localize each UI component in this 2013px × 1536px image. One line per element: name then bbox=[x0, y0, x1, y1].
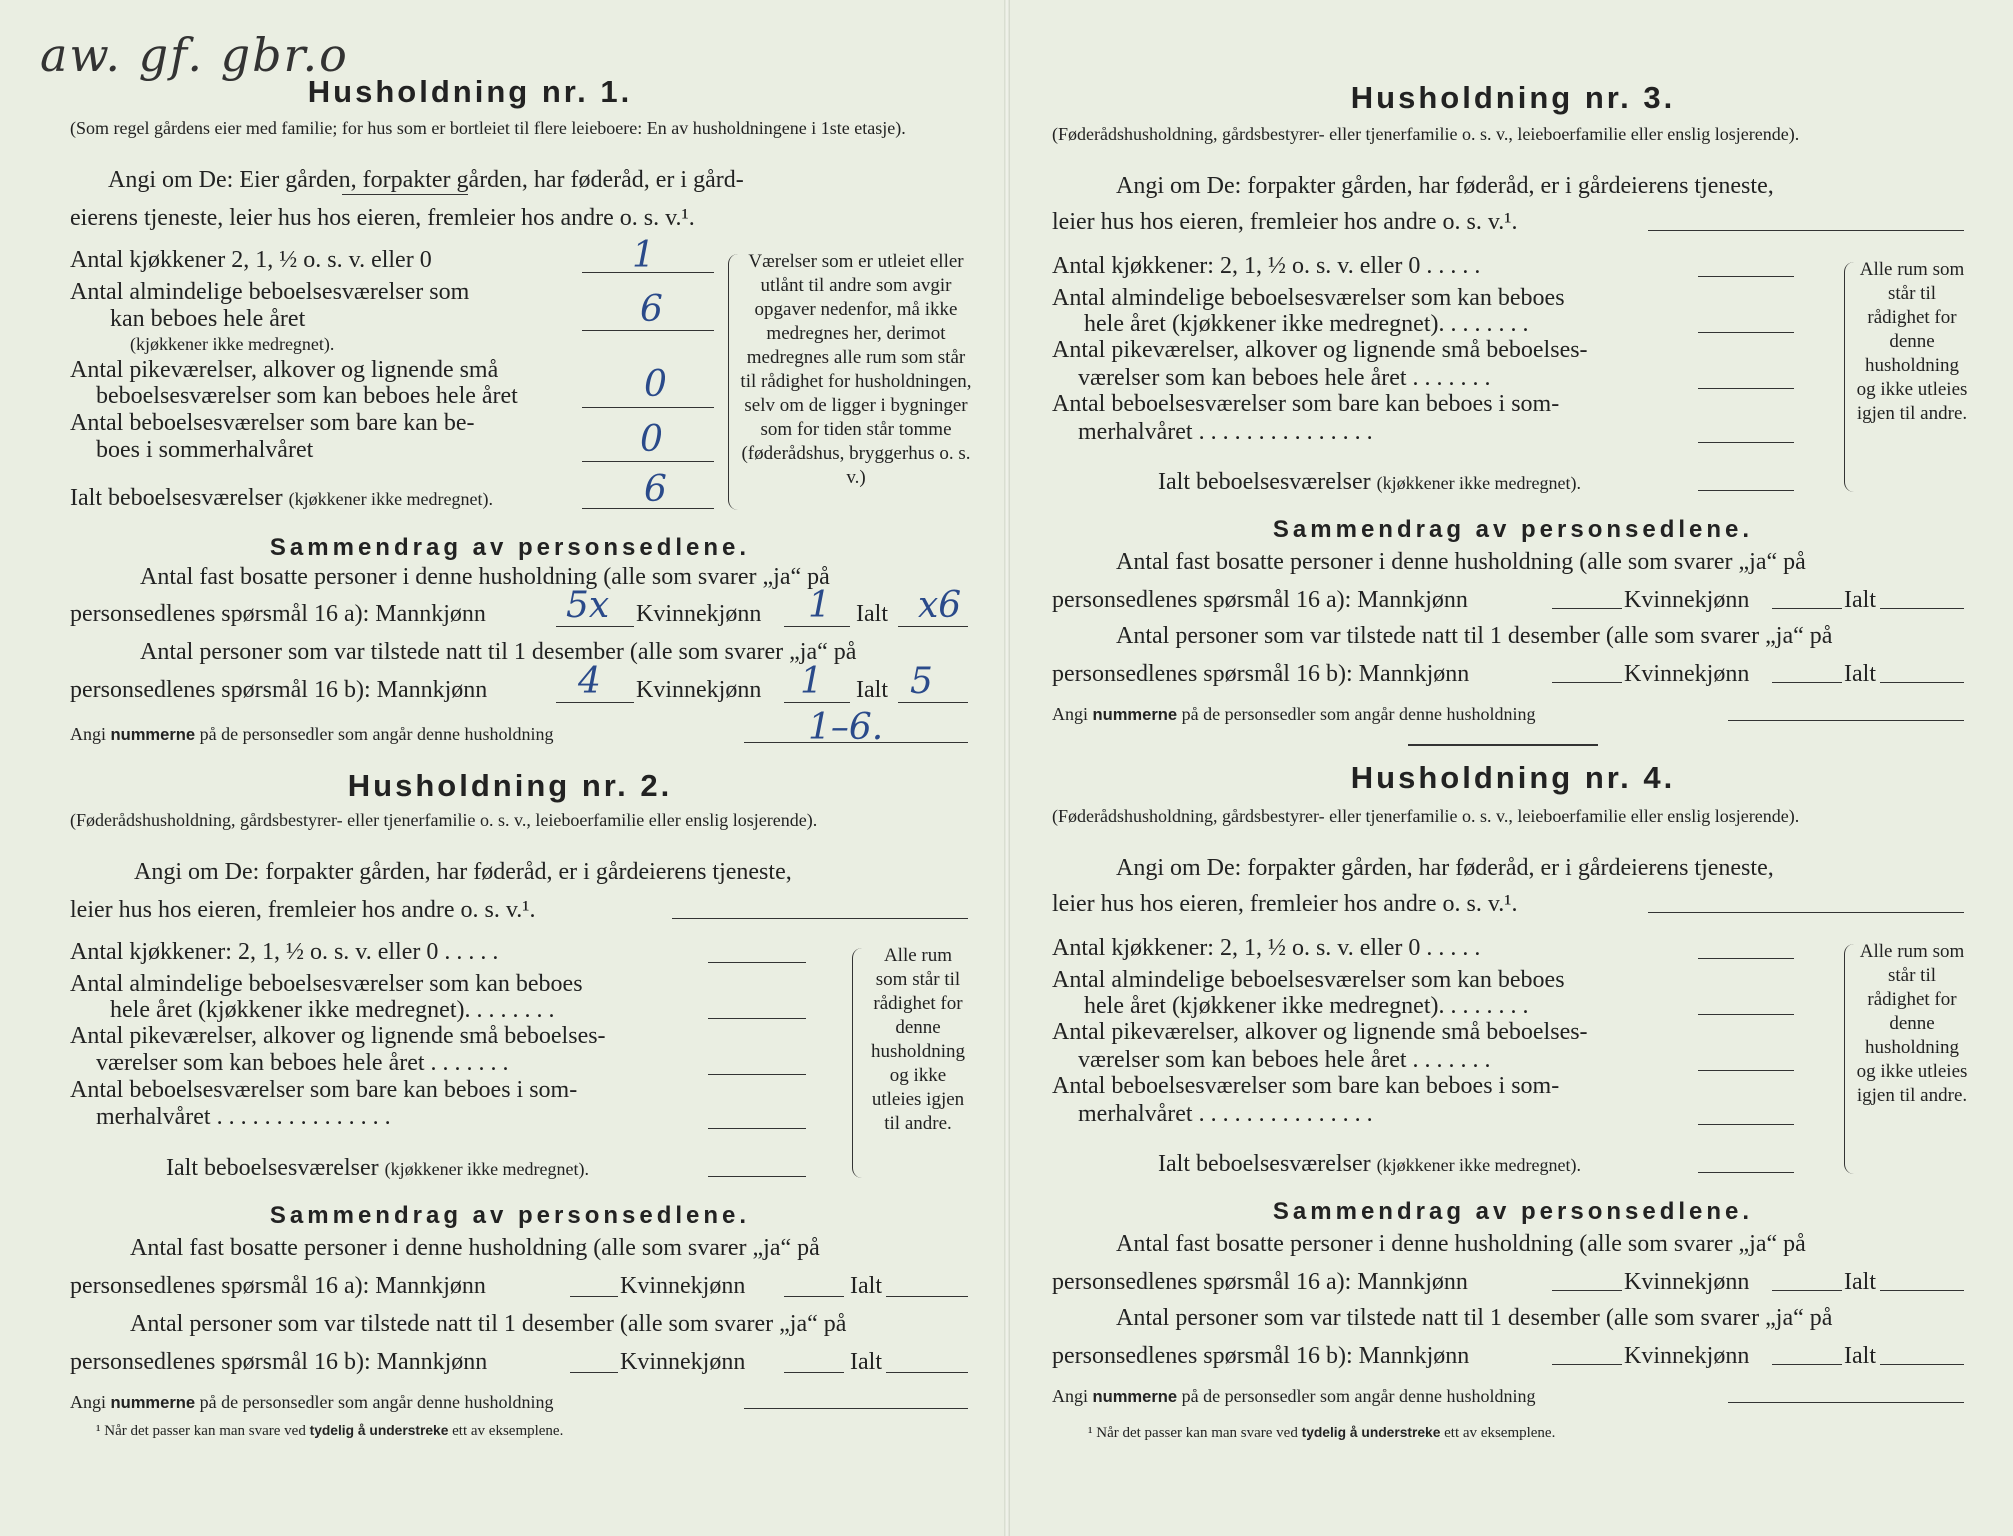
eier-underline bbox=[342, 194, 468, 195]
h1-pike-2: beboelsesværelser som kan beboes hele året bbox=[96, 383, 518, 409]
h1-kjokkener-value: 1 bbox=[632, 235, 655, 276]
h2-16a-kvinne-line bbox=[784, 1296, 844, 1297]
h1-side-brace bbox=[728, 254, 739, 510]
h3-angi-line bbox=[1648, 230, 1964, 231]
h3-pike-1: Antal pikeværelser, alkover og lignende små beboelses- bbox=[1052, 337, 1588, 363]
h2-angi-1: Angi om De: forpakter gården, har føderåd, er i gårdeierens tjeneste, bbox=[134, 859, 792, 885]
h1-16a-kvinne-line bbox=[784, 626, 850, 627]
h4-alm-line bbox=[1698, 1014, 1794, 1015]
h3-side-note: Alle rum som står til rådighet for denne husholdning og ikke utleies igjen til andre. bbox=[1856, 259, 1968, 424]
h4-q16a: personsedlenes spørsmål 16 a): Mannkjønn bbox=[1052, 1269, 1468, 1295]
h1-note: (Som regel gårdens eier med familie; for hus som er bortleiet til flere leieboere: En av husholdningene i 1ste etasje). bbox=[70, 118, 906, 138]
h1-16b-kvinne-line bbox=[784, 702, 850, 703]
h3-note: (Føderådshusholdning, gårdsbestyrer- eller tjenerfamilie o. s. v., leieboerfamilie eller enslig losjerende). bbox=[1052, 124, 1800, 144]
h1-alm-line bbox=[582, 330, 714, 331]
h1-q16b-kvinne: Kvinnekjønn bbox=[636, 677, 762, 703]
h1-16a-ialt-value: x6 bbox=[918, 585, 962, 626]
h4-sommer-line bbox=[1698, 1124, 1794, 1125]
h2-sommer-2: merhalvåret . . . . . . . . . . . . . . . bbox=[96, 1104, 391, 1130]
h4-16b-kvinne-line bbox=[1772, 1364, 1842, 1365]
h3-16b-kvinne-line bbox=[1772, 682, 1842, 683]
h3-q16a-ialt: Ialt bbox=[1844, 587, 1876, 613]
h3-16a-ialt-line bbox=[1880, 608, 1964, 609]
h2-angi-line bbox=[672, 918, 968, 919]
h4-q16b: personsedlenes spørsmål 16 b): Mannkjønn bbox=[1052, 1343, 1470, 1369]
h1-alm-1: Antal almindelige beboelsesværelser som bbox=[70, 279, 470, 305]
h2-alm-line bbox=[708, 1018, 806, 1019]
h3-sommer-1: Antal beboelsesværelser som bare kan beboes i som- bbox=[1052, 391, 1560, 417]
h2-sum-title: Sammendrag av personsedlene. bbox=[269, 1202, 751, 1229]
h2-title: Husholdning nr. 2. bbox=[347, 768, 673, 803]
h4-q16a-ialt: Ialt bbox=[1844, 1269, 1876, 1295]
h1-16b-ialt-value: 5 bbox=[910, 661, 933, 702]
h1-16b-mann-line bbox=[556, 702, 634, 703]
h2-16b-mann-line bbox=[570, 1372, 618, 1373]
h4-pike-line bbox=[1698, 1070, 1794, 1071]
h1-nummerne-value: 1–6. bbox=[808, 707, 884, 748]
h1-ialt-value: 6 bbox=[644, 469, 667, 510]
h4-16a-kvinne-line bbox=[1772, 1290, 1842, 1291]
h3-ialt-line bbox=[1698, 490, 1794, 491]
h1-16b-ialt-line bbox=[898, 702, 968, 703]
h3-16a-kvinne-line bbox=[1772, 608, 1842, 609]
h3-q16b-ialt: Ialt bbox=[1844, 661, 1876, 687]
h3-q16a: personsedlenes spørsmål 16 a): Mannkjønn bbox=[1052, 587, 1468, 613]
h2-sommer-1: Antal beboelsesværelser som bare kan beboes i som- bbox=[70, 1077, 578, 1103]
h1-16a-mann-value: 5x bbox=[566, 585, 610, 626]
h2-alm-2: hele året (kjøkkener ikke medregnet). . . . . . . . bbox=[110, 997, 555, 1023]
left-page bbox=[0, 0, 1006, 1536]
h4-fast-1: Antal fast bosatte personer i denne husholdning (alle som svarer „ja“ på bbox=[1116, 1231, 1806, 1257]
h2-angi-2: leier hus hos eieren, fremleier hos andre o. s. v.¹. bbox=[70, 897, 536, 923]
h2-q16a-kvinne: Kvinnekjønn bbox=[620, 1273, 746, 1299]
h1-sommer-line bbox=[582, 461, 714, 462]
h1-alm-2: kan beboes hele året bbox=[110, 306, 306, 332]
h2-pike-2: værelser som kan beboes hele året . . . . . . . bbox=[96, 1050, 509, 1076]
h1-q16a-ialt: Ialt bbox=[856, 601, 888, 627]
h3-pike-2: værelser som kan beboes hele året . . . . . . . bbox=[1078, 365, 1491, 391]
h2-ialt-line bbox=[708, 1176, 806, 1177]
h1-q16a: personsedlenes spørsmål 16 a): Mannkjønn bbox=[70, 601, 486, 627]
h2-16a-mann-line bbox=[570, 1296, 618, 1297]
right-footnote: ¹ Når det passer kan man svare ved tydelig å understreke ett av eksemplene. bbox=[1088, 1425, 1556, 1441]
h4-kjokkener-line bbox=[1698, 958, 1794, 959]
h2-q16a-ialt: Ialt bbox=[850, 1273, 882, 1299]
h1-sommer-value: 0 bbox=[640, 419, 663, 460]
h4-angi-line bbox=[1648, 912, 1964, 913]
h4-angi-1: Angi om De: forpakter gården, har føderåd, er i gårdeierens tjeneste, bbox=[1116, 855, 1774, 881]
h4-angi-2: leier hus hos eieren, fremleier hos andre o. s. v.¹. bbox=[1052, 891, 1518, 917]
h1-q16b-ialt: Ialt bbox=[856, 677, 888, 703]
h4-nummerne: Angi nummerne på de personsedler som angår denne husholdning bbox=[1052, 1386, 1536, 1406]
h3-kjokkener-line bbox=[1698, 276, 1794, 277]
h3-angi-2: leier hus hos eieren, fremleier hos andre o. s. v.¹. bbox=[1052, 209, 1518, 235]
h1-pike-value: 0 bbox=[644, 364, 667, 405]
h1-sommer-1: Antal beboelsesværelser som bare kan be- bbox=[70, 410, 475, 436]
h4-pike-2: værelser som kan beboes hele året . . . . . . . bbox=[1078, 1047, 1491, 1073]
h2-ialt-label: Ialt beboelsesværelser (kjøkkener ikke medregnet). bbox=[166, 1155, 590, 1181]
h3-sum-title: Sammendrag av personsedlene. bbox=[1272, 516, 1754, 543]
h2-q16b-ialt: Ialt bbox=[850, 1349, 882, 1375]
h4-side-note: Alle rum som står til rådighet for denne husholdning og ikke utleies igjen til andre. bbox=[1856, 941, 1968, 1106]
h3-nummerne: Angi nummerne på de personsedler som angår denne husholdning bbox=[1052, 704, 1536, 724]
h4-tilstede-1: Antal personer som var tilstede natt til 1 desember (alle som svarer „ja“ på bbox=[1116, 1305, 1833, 1331]
h4-q16b-ialt: Ialt bbox=[1844, 1343, 1876, 1369]
h4-nummerne-line bbox=[1728, 1402, 1964, 1403]
right-page bbox=[1008, 0, 2013, 1536]
h2-note: (Føderådshusholdning, gårdsbestyrer- eller tjenerfamilie o. s. v., leieboerfamilie eller enslig losjerende). bbox=[70, 810, 818, 830]
margin-note: aw. gf. gbr.o bbox=[40, 28, 349, 82]
h3-sommer-line bbox=[1698, 442, 1794, 443]
h3-q16b-kvinne: Kvinnekjønn bbox=[1624, 661, 1750, 687]
h1-side-note: Værelser som er utleiet eller utlånt til andre som avgir opgaver nedenfor, må ikke medregnes her, derimot medregnes alle rum som står til rådighet for husholdningen, selv om de ligger i bygninger som for tiden står tomme (føderådshus, bryggerhus o. s. v.) bbox=[740, 251, 972, 488]
h2-nummerne: Angi nummerne på de personsedler som angår denne husholdning bbox=[70, 1392, 554, 1412]
h4-16b-ialt-line bbox=[1880, 1364, 1964, 1365]
h3-ialt-label: Ialt beboelsesværelser (kjøkkener ikke medregnet). bbox=[1158, 469, 1582, 495]
h2-q16b: personsedlenes spørsmål 16 b): Mannkjønn bbox=[70, 1349, 488, 1375]
h4-pike-1: Antal pikeværelser, alkover og lignende små beboelses- bbox=[1052, 1019, 1588, 1045]
left-footnote: ¹ Når det passer kan man svare ved tydelig å understreke ett av eksemplene. bbox=[96, 1423, 564, 1439]
h4-kjokkener: Antal kjøkkener: 2, 1, ½ o. s. v. eller 0 . . . . . bbox=[1052, 935, 1481, 961]
h1-q16b: personsedlenes spørsmål 16 b): Mannkjønn bbox=[70, 677, 488, 703]
h3-alm-1: Antal almindelige beboelsesværelser som kan beboes bbox=[1052, 285, 1565, 311]
h3-q16a-kvinne: Kvinnekjønn bbox=[1624, 587, 1750, 613]
h4-sommer-2: merhalvåret . . . . . . . . . . . . . . . bbox=[1078, 1101, 1373, 1127]
h2-nummerne-line bbox=[744, 1408, 968, 1409]
h4-sum-title: Sammendrag av personsedlene. bbox=[1272, 1198, 1754, 1225]
h2-sommer-line bbox=[708, 1128, 806, 1129]
h3-alm-2: hele året (kjøkkener ikke medregnet). . . . . . . . bbox=[1084, 311, 1529, 337]
h1-16b-mann-value: 4 bbox=[578, 661, 601, 702]
h4-ialt-label: Ialt beboelsesværelser (kjøkkener ikke medregnet). bbox=[1158, 1151, 1582, 1177]
h3-fast-1: Antal fast bosatte personer i denne husholdning (alle som svarer „ja“ på bbox=[1116, 549, 1806, 575]
h1-16a-mann-line bbox=[556, 626, 634, 627]
h1-kjokkener-label: Antal kjøkkener 2, 1, ½ o. s. v. eller 0 bbox=[70, 247, 432, 273]
h3-kjokkener: Antal kjøkkener: 2, 1, ½ o. s. v. eller 0 . . . . . bbox=[1052, 253, 1481, 279]
h2-pike-1: Antal pikeværelser, alkover og lignende små beboelses- bbox=[70, 1023, 606, 1049]
h3-angi-1: Angi om De: forpakter gården, har føderåd, er i gårdeierens tjeneste, bbox=[1116, 173, 1774, 199]
h1-title: Husholdning nr. 1. bbox=[307, 74, 633, 109]
h3-alm-line bbox=[1698, 332, 1794, 333]
h3-16b-mann-line bbox=[1552, 682, 1622, 683]
section-divider bbox=[1408, 744, 1598, 746]
h1-16b-kvinne-value: 1 bbox=[800, 661, 823, 702]
h4-title: Husholdning nr. 4. bbox=[1350, 760, 1676, 795]
h1-tilstede-1: Antal personer som var tilstede natt til 1 desember (alle som svarer „ja“ på bbox=[140, 639, 857, 665]
h3-pike-line bbox=[1698, 388, 1794, 389]
h4-alm-2: hele året (kjøkkener ikke medregnet). . . . . . . . bbox=[1084, 993, 1529, 1019]
h2-kjokkener: Antal kjøkkener: 2, 1, ½ o. s. v. eller 0 . . . . . bbox=[70, 939, 499, 965]
h3-16b-ialt-line bbox=[1880, 682, 1964, 683]
h1-pike-1: Antal pikeværelser, alkover og lignende små bbox=[70, 357, 499, 383]
h3-16a-mann-line bbox=[1552, 608, 1622, 609]
h3-nummerne-line bbox=[1728, 720, 1964, 721]
h2-16b-kvinne-line bbox=[784, 1372, 844, 1373]
h4-16a-ialt-line bbox=[1880, 1290, 1964, 1291]
h4-16b-mann-line bbox=[1552, 1364, 1622, 1365]
h3-sommer-2: merhalvåret . . . . . . . . . . . . . . . bbox=[1078, 419, 1373, 445]
h2-pike-line bbox=[708, 1074, 806, 1075]
h1-angi-2: eierens tjeneste, leier hus hos eieren, fremleier hos andre o. s. v.¹. bbox=[70, 205, 695, 231]
h1-alm-3: (kjøkkener ikke medregnet). bbox=[130, 334, 335, 354]
h4-alm-1: Antal almindelige beboelsesværelser som kan beboes bbox=[1052, 967, 1565, 993]
h4-q16a-kvinne: Kvinnekjønn bbox=[1624, 1269, 1750, 1295]
h3-side-brace bbox=[1844, 262, 1855, 492]
h3-q16b: personsedlenes spørsmål 16 b): Mannkjønn bbox=[1052, 661, 1470, 687]
h2-side-brace bbox=[852, 948, 863, 1178]
h4-q16b-kvinne: Kvinnekjønn bbox=[1624, 1343, 1750, 1369]
h1-sommer-2: boes i sommerhalvåret bbox=[96, 437, 314, 463]
h2-q16b-kvinne: Kvinnekjønn bbox=[620, 1349, 746, 1375]
h1-q16a-kvinne: Kvinnekjønn bbox=[636, 601, 762, 627]
h1-fast-1: Antal fast bosatte personer i denne husholdning (alle som svarer „ja“ på bbox=[140, 564, 830, 590]
h1-sum-title: Sammendrag av personsedlene. bbox=[269, 534, 751, 561]
h2-16b-ialt-line bbox=[886, 1372, 968, 1373]
h2-q16a: personsedlenes spørsmål 16 a): Mannkjønn bbox=[70, 1273, 486, 1299]
h1-nummerne: Angi nummerne på de personsedler som angår denne husholdning bbox=[70, 724, 554, 744]
h2-fast-1: Antal fast bosatte personer i denne husholdning (alle som svarer „ja“ på bbox=[130, 1235, 820, 1261]
h1-alm-value: 6 bbox=[640, 289, 663, 330]
h2-side-note: Alle rum som står til rådighet for denne husholdning og ikke utleies igjen til andre. bbox=[871, 945, 965, 1134]
h4-16a-mann-line bbox=[1552, 1290, 1622, 1291]
h3-title: Husholdning nr. 3. bbox=[1350, 80, 1676, 115]
h1-ialt-label: Ialt beboelsesværelser (kjøkkener ikke medregnet). bbox=[70, 485, 494, 511]
h3-tilstede-1: Antal personer som var tilstede natt til 1 desember (alle som svarer „ja“ på bbox=[1116, 623, 1833, 649]
h1-pike-line bbox=[582, 407, 714, 408]
h1-16a-ialt-line bbox=[898, 626, 968, 627]
h2-alm-1: Antal almindelige beboelsesværelser som kan beboes bbox=[70, 971, 583, 997]
h4-note: (Føderådshusholdning, gårdsbestyrer- eller tjenerfamilie o. s. v., leieboerfamilie eller enslig losjerende). bbox=[1052, 806, 1800, 826]
h2-tilstede-1: Antal personer som var tilstede natt til 1 desember (alle som svarer „ja“ på bbox=[130, 1311, 847, 1337]
h1-16a-kvinne-value: 1 bbox=[808, 585, 831, 626]
h1-angi-1: Angi om De: Eier gården, forpakter gården, har føderåd, er i gård- bbox=[108, 167, 744, 193]
h4-sommer-1: Antal beboelsesværelser som bare kan beboes i som- bbox=[1052, 1073, 1560, 1099]
h4-side-brace bbox=[1844, 944, 1855, 1174]
h2-kjokkener-line bbox=[708, 962, 806, 963]
h2-16a-ialt-line bbox=[886, 1296, 968, 1297]
h4-ialt-line bbox=[1698, 1172, 1794, 1173]
